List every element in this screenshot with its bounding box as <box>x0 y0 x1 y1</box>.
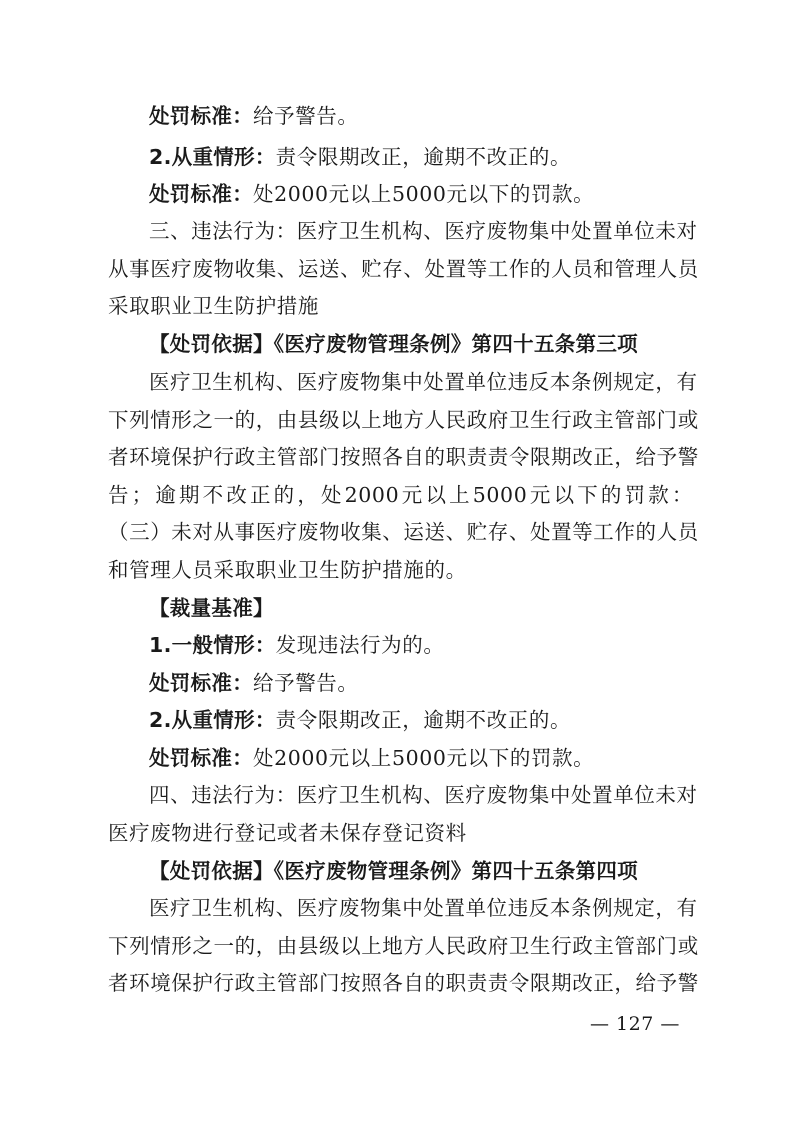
standard-text: 处2000元以上5000元以下的罚款。 <box>253 746 595 770</box>
article-text-line: 和管理人员采取职业卫生防护措施的。 <box>108 558 467 582</box>
article-text-line: （三）未对从事医疗废物收集、运送、贮存、处置等工作的人员 <box>108 520 699 544</box>
article-text-line: 医疗卫生机构、医疗废物集中处置单位违反本条例规定，有 <box>149 896 698 920</box>
standard-label: 处罚标准： <box>149 671 253 695</box>
violation-body-line: 医疗废物进行登记或者未保存登记资料 <box>108 821 467 845</box>
penalty-basis-heading: 【处罚依据】《医疗废物管理条例》第四十五条第四项 <box>149 859 638 883</box>
aggravated-label: 2.从重情形： <box>149 708 276 732</box>
general-case-label: 1.一般情形： <box>149 633 276 657</box>
standard-text: 处2000元以上5000元以下的罚款。 <box>253 182 595 206</box>
standard-line <box>149 180 693 208</box>
article-text-line: 者环境保护行政主管部门按照各自的职责责令限期改正，给予警 <box>108 445 699 469</box>
standard-line <box>149 744 693 772</box>
standard-label: 处罚标准： <box>149 746 253 770</box>
page-number: — 127 — <box>590 1013 680 1035</box>
article-text-line: 医疗卫生机构、医疗废物集中处置单位违反本条例规定，有 <box>149 370 698 394</box>
aggravated-text: 责令限期改正，逾期不改正的。 <box>275 708 572 732</box>
article-text-line: 下列情形之一的，由县级以上地方人民政府卫生行政主管部门或 <box>108 934 699 958</box>
aggravated-line <box>149 143 693 171</box>
article-text-line: 下列情形之一的，由县级以上地方人民政府卫生行政主管部门或 <box>108 408 699 432</box>
standard-line <box>149 669 693 697</box>
standard-line <box>149 102 693 130</box>
standard-text: 给予警告。 <box>253 104 359 128</box>
aggravated-line <box>149 706 693 734</box>
discretion-heading: 【裁量基准】 <box>149 596 274 620</box>
aggravated-text: 责令限期改正，逾期不改正的。 <box>275 145 572 169</box>
violation-body-line: 从事医疗废物收集、运送、贮存、处置等工作的人员和管理人员 <box>108 257 699 281</box>
standard-text: 给予警告。 <box>253 671 359 695</box>
aggravated-label: 2.从重情形： <box>149 145 276 169</box>
violation-heading-line: 三、违法行为：医疗卫生机构、医疗废物集中处置单位未对 <box>149 219 698 243</box>
article-text-line: 者环境保护行政主管部门按照各自的职责责令限期改正，给予警 <box>108 971 699 995</box>
general-case-line <box>149 631 693 659</box>
standard-label: 处罚标准： <box>149 104 253 128</box>
violation-heading-line: 四、违法行为：医疗卫生机构、医疗废物集中处置单位未对 <box>149 783 698 807</box>
penalty-basis-heading: 【处罚依据】《医疗废物管理条例》第四十五条第三项 <box>149 332 638 356</box>
article-text-line: 告；逾期不改正的，处2000元以上5000元以下的罚款： <box>108 483 693 507</box>
general-case-text: 发现违法行为的。 <box>275 633 445 657</box>
violation-body-line: 采取职业卫生防护措施 <box>108 294 319 318</box>
standard-label: 处罚标准： <box>149 182 253 206</box>
